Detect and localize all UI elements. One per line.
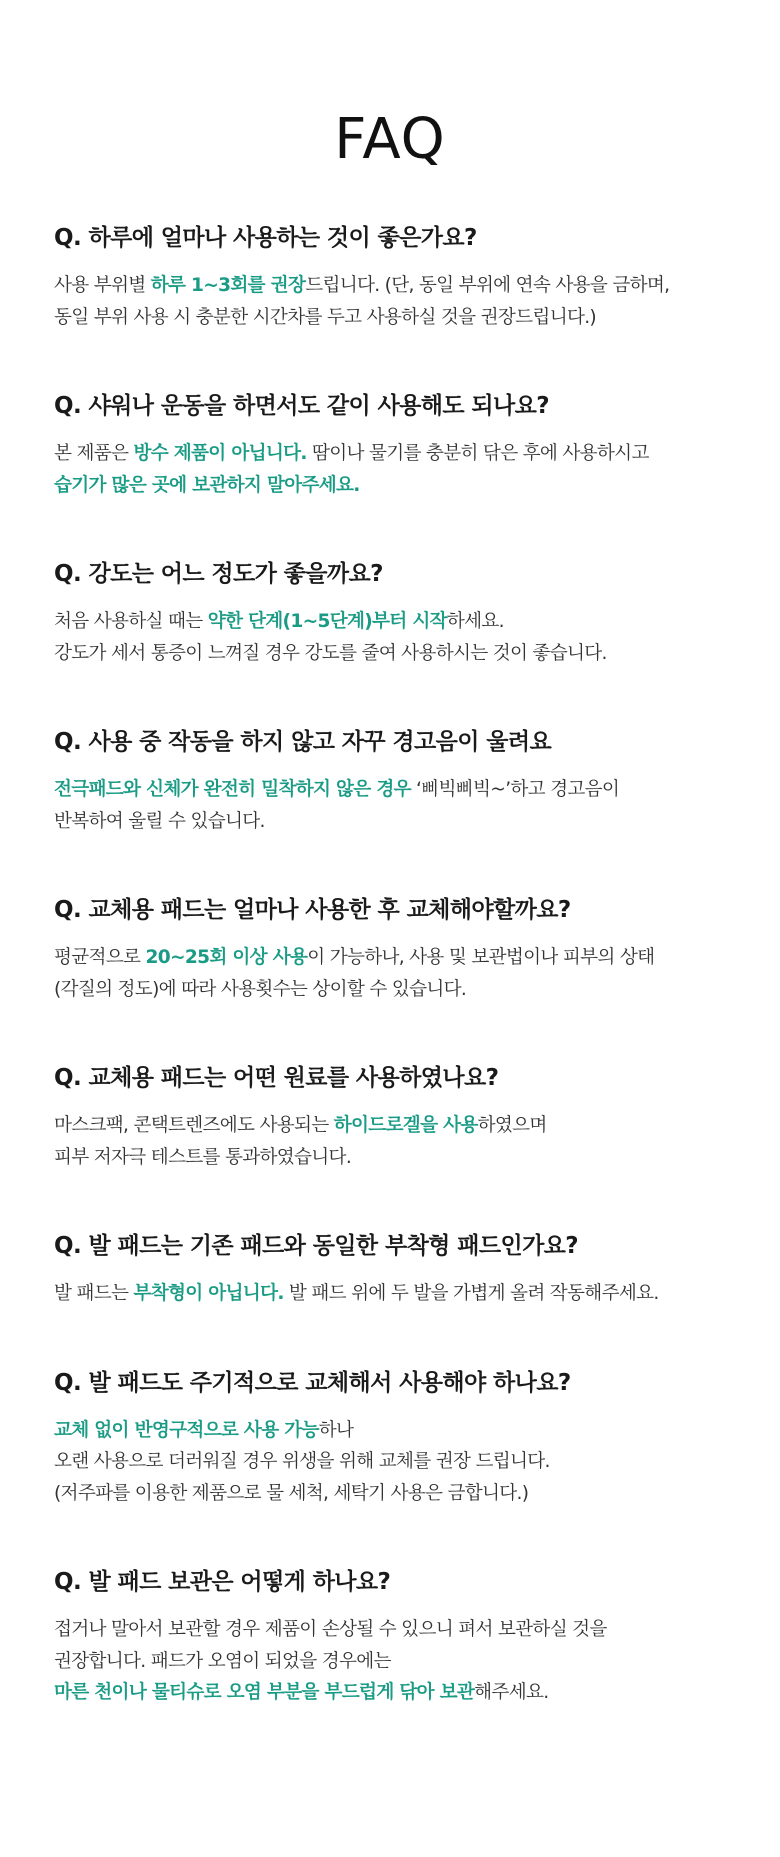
faq-answer-line: [54, 438, 726, 470]
faq-answer-line: [54, 942, 726, 974]
faq-question: Q. 사용 중 작동을 하지 않고 자꾸 경고음이 울려요: [54, 729, 552, 755]
answer-text: 발 패드는: [54, 1283, 134, 1304]
faq-question: Q. 교체용 패드는 어떤 원료를 사용하였나요?: [54, 1065, 499, 1091]
highlighted-text: 교체 없이 반영구적으로 사용 가능: [54, 1419, 319, 1441]
highlighted-text: 마른 천이나 물티슈로 오염 부분을 부드럽게 닦아 보관: [54, 1682, 475, 1703]
answer-text: 하였으며: [477, 1115, 547, 1136]
faq-question: Q. 샤워나 운동을 하면서도 같이 사용해도 되나요?: [54, 393, 550, 419]
page-title: FAQ: [334, 107, 446, 172]
highlighted-text: 전극패드와 신체가 완전히 밀착하지 않은 경우: [54, 779, 411, 800]
answer-text: (저주파를 이용한 제품으로 물 세척, 세탁기 사용은 금합니다.): [54, 1482, 529, 1504]
faq-item: [54, 1062, 726, 1173]
answer-text: 사용 부위별: [54, 275, 151, 296]
faq-answer-line: [54, 1478, 726, 1510]
faq-item: [54, 726, 726, 837]
highlighted-text: 20~25회 이상 사용: [145, 947, 308, 968]
highlighted-text: 습기가 많은 곳에 보관하지 말아주세요.: [54, 474, 360, 496]
answer-text: 발 패드 위에 두 발을 가볍게 올려 작동해주세요.: [283, 1283, 659, 1304]
answer-text: 권장합니다. 패드가 오염이 되었을 경우에는: [54, 1650, 391, 1672]
faq-answer: [54, 606, 726, 669]
answer-text: 드립니다. (단, 동일 부위에 연속 사용을 금하며,: [305, 275, 670, 296]
faq-question: Q. 강도는 어느 정도가 좋을까요?: [54, 561, 383, 587]
answer-text: 처음 사용하실 때는: [54, 611, 208, 632]
faq-answer-line: [54, 1142, 726, 1174]
answer-text: 오랜 사용으로 더러워질 경우 위생을 위해 교체를 권장 드립니다.: [54, 1451, 550, 1472]
faq-answer-line: [54, 974, 726, 1006]
answer-text: 해주세요.: [474, 1682, 549, 1703]
faq-answer-line: [54, 774, 726, 806]
faq-answer-line: [54, 1415, 726, 1447]
answer-text: (각질의 정도)에 따라 사용횟수는 상이할 수 있습니다.: [54, 978, 467, 1000]
faq-answer-line: [54, 1646, 726, 1678]
faq-answer: [54, 270, 726, 333]
answer-text: 평균적으로: [54, 947, 146, 968]
faq-question: Q. 발 패드 보관은 어떻게 하나요?: [54, 1569, 391, 1595]
answer-text: 강도가 세서 통증이 느껴질 경우 강도를 줄여 사용하시는 것이 좋습니다.: [54, 642, 607, 664]
highlighted-text: 하루 1~3회를 권장: [150, 275, 306, 296]
answer-text: 반복하여 울릴 수 있습니다.: [54, 810, 265, 832]
highlighted-text: 방수 제품이 아닙니다.: [133, 443, 307, 464]
faq-answer-line: [54, 302, 726, 334]
answer-text: 접거나 말아서 보관할 경우 제품이 손상될 수 있으니 펴서 보관하실 것을: [54, 1619, 607, 1640]
answer-text: 이 가능하나, 사용 및 보관법이나 피부의 상태: [307, 947, 655, 968]
faq-answer: [54, 942, 726, 1005]
faq-item: [54, 558, 726, 669]
faq-answer-line: [54, 270, 726, 302]
faq-answer: [54, 438, 726, 501]
faq-item: [54, 1367, 726, 1510]
faq-item: [54, 390, 726, 501]
answer-text: ‘삐빅삐빅~’하고 경고음이: [410, 779, 620, 800]
faq-answer-line: [54, 1446, 726, 1478]
answer-text: 피부 저자극 테스트를 통과하였습니다.: [54, 1146, 352, 1168]
highlighted-text: 부착형이 아닙니다.: [133, 1283, 284, 1304]
faq-item: [54, 1230, 726, 1310]
answer-text: 하세요.: [446, 611, 504, 632]
highlighted-text: 하이드로겔을 사용: [333, 1115, 478, 1136]
answer-text: 땀이나 물기를 충분히 닦은 후에 사용하시고: [306, 443, 649, 464]
answer-text: 동일 부위 사용 시 충분한 시간차를 두고 사용하실 것을 권장드립니다.): [54, 306, 596, 328]
faq-answer-line: [54, 806, 726, 838]
faq-answer-line: [54, 1614, 726, 1646]
faq-question: Q. 교체용 패드는 얼마나 사용한 후 교체해야할까요?: [54, 897, 571, 923]
faq-answer: [54, 1278, 726, 1310]
faq-answer: [54, 1415, 726, 1510]
answer-text: 하나: [318, 1419, 354, 1441]
faq-list: [54, 222, 726, 1709]
faq-item: [54, 222, 726, 333]
faq-answer-line: [54, 1110, 726, 1142]
faq-answer-line: [54, 1278, 726, 1310]
answer-text: 본 제품은: [54, 443, 134, 464]
faq-question: Q. 발 패드도 주기적으로 교체해서 사용해야 하나요?: [54, 1369, 571, 1396]
faq-answer-line: [54, 638, 726, 670]
faq-question: Q. 하루에 얼마나 사용하는 것이 좋은가요?: [54, 225, 477, 251]
faq-answer-line: [54, 1677, 726, 1709]
faq-answer: [54, 774, 726, 837]
faq-item: [54, 1566, 726, 1709]
faq-answer: [54, 1110, 726, 1173]
faq-answer: [54, 1614, 726, 1709]
faq-answer-line: [54, 606, 726, 638]
highlighted-text: 약한 단계(1~5단계)부터 시작: [207, 611, 447, 632]
faq-item: [54, 894, 726, 1005]
answer-text: 마스크팩, 콘택트렌즈에도 사용되는: [54, 1115, 334, 1136]
faq-answer-line: [54, 470, 726, 502]
faq-question: Q. 발 패드는 기존 패드와 동일한 부착형 패드인가요?: [54, 1233, 579, 1259]
